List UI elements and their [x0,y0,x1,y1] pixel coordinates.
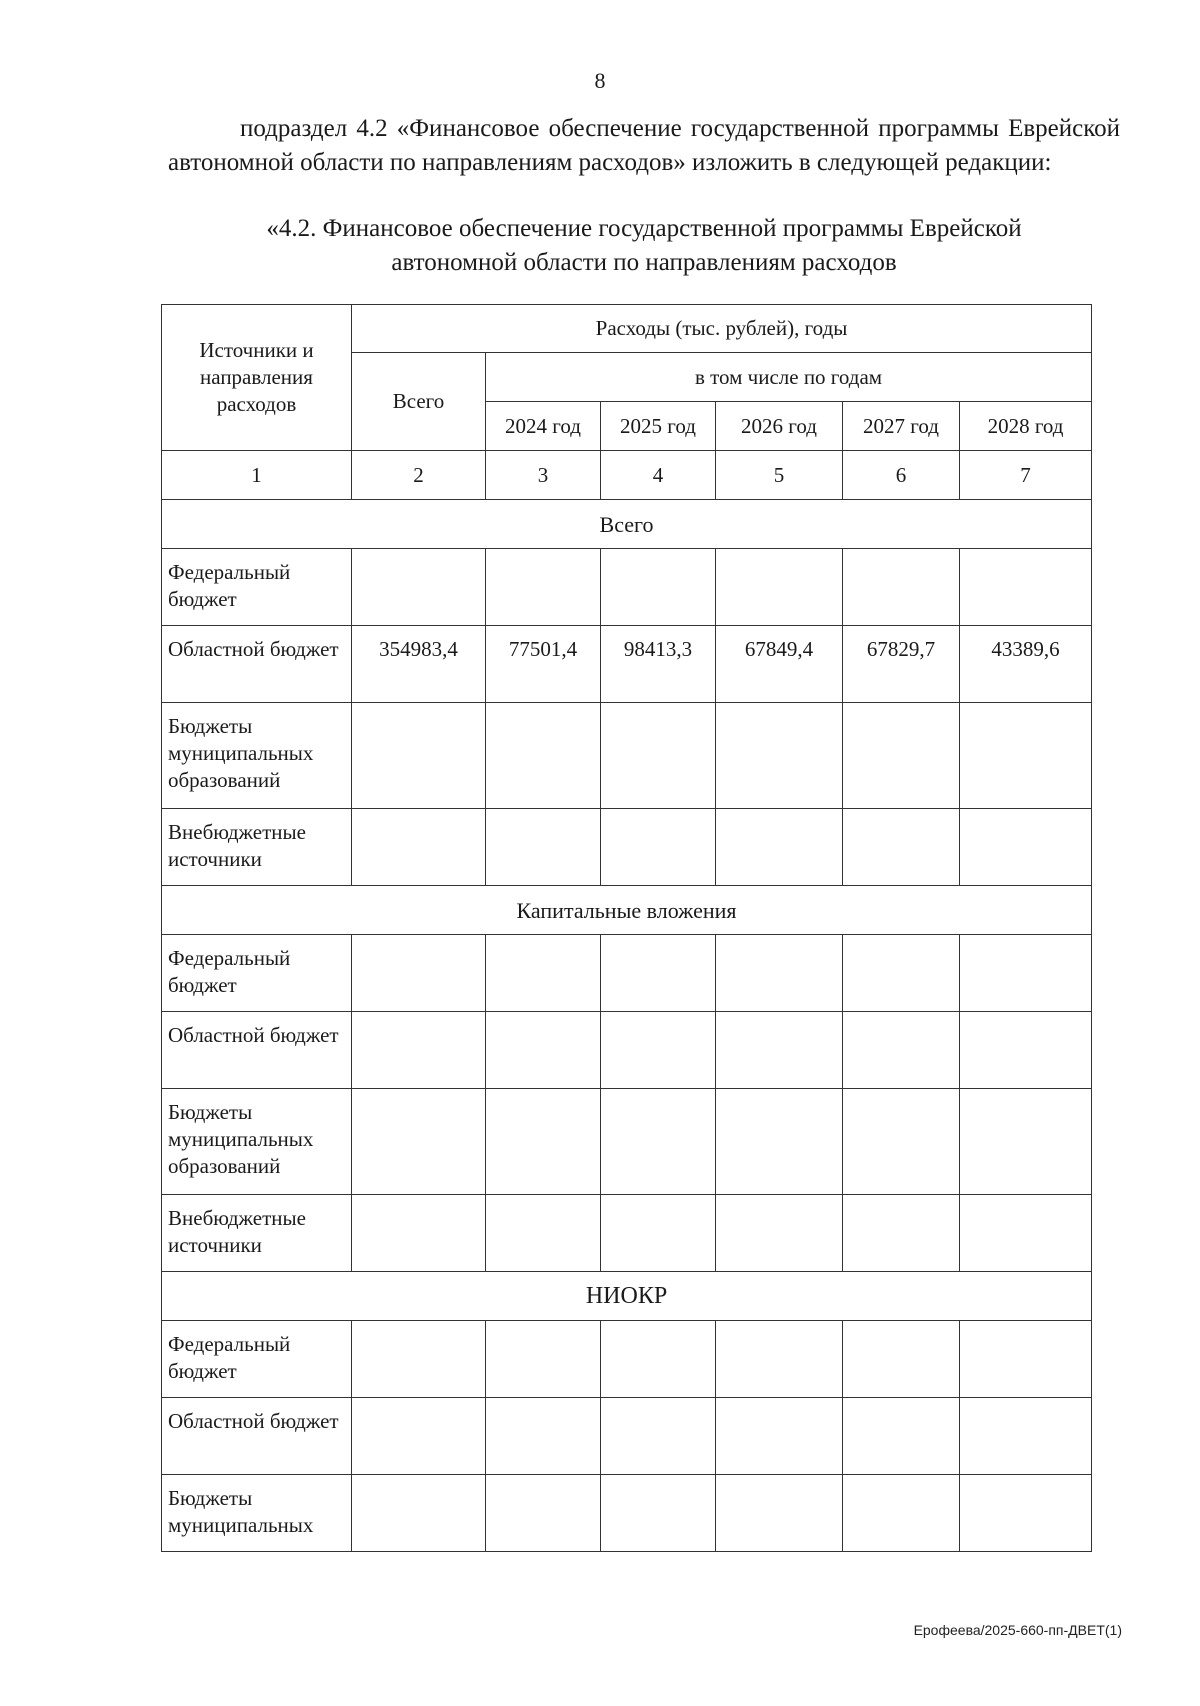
row-year-value [601,1475,716,1552]
row-year-value [960,1195,1092,1272]
row-source: Федеральный бюджет [162,1321,352,1398]
row-source: Бюджеты муниципальных образований [162,1089,352,1195]
row-total-value [352,1195,486,1272]
row-total-value: 354983,4 [352,626,486,703]
row-year-value [486,1089,601,1195]
row-year-value [716,703,843,809]
row-total-value [352,549,486,626]
row-year-value [960,1321,1092,1398]
row-year-value [486,549,601,626]
row-year-value [486,1012,601,1089]
table-row [162,1475,1092,1552]
row-year-value [486,1195,601,1272]
row-year-value [843,703,960,809]
section-heading-line-2: автономной области по направлениям расходов [391,249,897,276]
column-number: 3 [486,451,601,500]
row-total-value [352,703,486,809]
row-total-value [352,1089,486,1195]
row-year-value [960,1012,1092,1089]
table-row [162,935,1092,1012]
row-year-value [960,935,1092,1012]
row-source: Внебюджетные источники [162,1195,352,1272]
table-row [162,1398,1092,1475]
header-year: 2026 год [716,402,843,451]
row-year-value: 43389,6 [960,626,1092,703]
row-year-value [716,1195,843,1272]
row-source: Областной бюджет [162,1398,352,1475]
section-heading-line-1: «4.2. Финансовое обеспечение государственной программы Еврейской [266,215,1022,242]
header-year: 2024 год [486,402,601,451]
row-year-value: 98413,3 [601,626,716,703]
row-year-value [960,703,1092,809]
row-year-value: 67829,7 [843,626,960,703]
row-year-value [486,809,601,886]
row-year-value [843,1398,960,1475]
column-number: 2 [352,451,486,500]
row-year-value [601,703,716,809]
row-total-value [352,935,486,1012]
header-year: 2028 год [960,402,1092,451]
row-year-value [960,1089,1092,1195]
row-year-value [716,549,843,626]
row-year-value [601,935,716,1012]
row-year-value [843,1321,960,1398]
row-year-value [601,1012,716,1089]
row-year-value [486,1475,601,1552]
section-title: Всего [162,500,1092,549]
row-source: Бюджеты муниципальных [162,1475,352,1552]
row-year-value [601,1321,716,1398]
column-number: 4 [601,451,716,500]
column-number: 5 [716,451,843,500]
section-title: НИОКР [162,1272,1092,1321]
document-footer-code: Ерофеева/2025-660-пп-ДВЕТ(1) [913,1622,1122,1638]
row-source: Федеральный бюджет [162,935,352,1012]
row-year-value [716,809,843,886]
header-by-years: в том числе по годам [486,353,1092,402]
header-year: 2025 год [601,402,716,451]
header-total: Всего [352,353,486,451]
row-year-value [486,703,601,809]
row-year-value [843,1012,960,1089]
row-year-value [960,1475,1092,1552]
row-total-value [352,1398,486,1475]
row-source: Областной бюджет [162,626,352,703]
row-year-value [716,1475,843,1552]
table-row [162,549,1092,626]
section-title: Капитальные вложения [162,886,1092,935]
row-year-value [601,1398,716,1475]
row-year-value [486,1321,601,1398]
intro-paragraph: подраздел 4.2 «Финансовое обеспечение государственной программы Еврейской автономной области по направлениям расходов» изложить в следующей редакции: [168,115,1120,176]
row-total-value [352,1012,486,1089]
row-year-value [601,1195,716,1272]
row-year-value: 77501,4 [486,626,601,703]
row-source: Бюджеты муниципальных образований [162,703,352,809]
header-expenses: Расходы (тыс. рублей), годы [352,305,1092,353]
table-row [162,703,1092,809]
table-row [162,1321,1092,1398]
row-year-value [716,1398,843,1475]
column-number: 1 [162,451,352,500]
header-year: 2027 год [843,402,960,451]
row-total-value [352,1321,486,1398]
row-year-value [960,1398,1092,1475]
row-year-value [843,809,960,886]
table-row [162,1012,1092,1089]
row-year-value [843,1089,960,1195]
row-year-value [716,1321,843,1398]
row-year-value [601,549,716,626]
page-number: 8 [594,68,606,93]
column-number: 6 [843,451,960,500]
table-row [162,1195,1092,1272]
section-heading [168,212,1120,280]
column-number: 7 [960,451,1092,500]
row-year-value [486,935,601,1012]
row-year-value [843,549,960,626]
row-year-value [601,809,716,886]
row-year-value [843,1475,960,1552]
row-source: Областной бюджет [162,1012,352,1089]
row-year-value [960,809,1092,886]
row-year-value [843,935,960,1012]
header-sources: Источники и направления расходов [162,305,352,451]
row-source: Внебюджетные источники [162,809,352,886]
row-year-value [960,549,1092,626]
table-row [162,626,1092,703]
row-year-value: 67849,4 [716,626,843,703]
finance-table [161,304,1092,1552]
row-source: Федеральный бюджет [162,549,352,626]
row-year-value [716,1089,843,1195]
row-year-value [843,1195,960,1272]
table-row [162,809,1092,886]
row-year-value [716,935,843,1012]
row-year-value [716,1012,843,1089]
row-total-value [352,809,486,886]
row-year-value [486,1398,601,1475]
row-total-value [352,1475,486,1552]
row-year-value [601,1089,716,1195]
table-row [162,1089,1092,1195]
